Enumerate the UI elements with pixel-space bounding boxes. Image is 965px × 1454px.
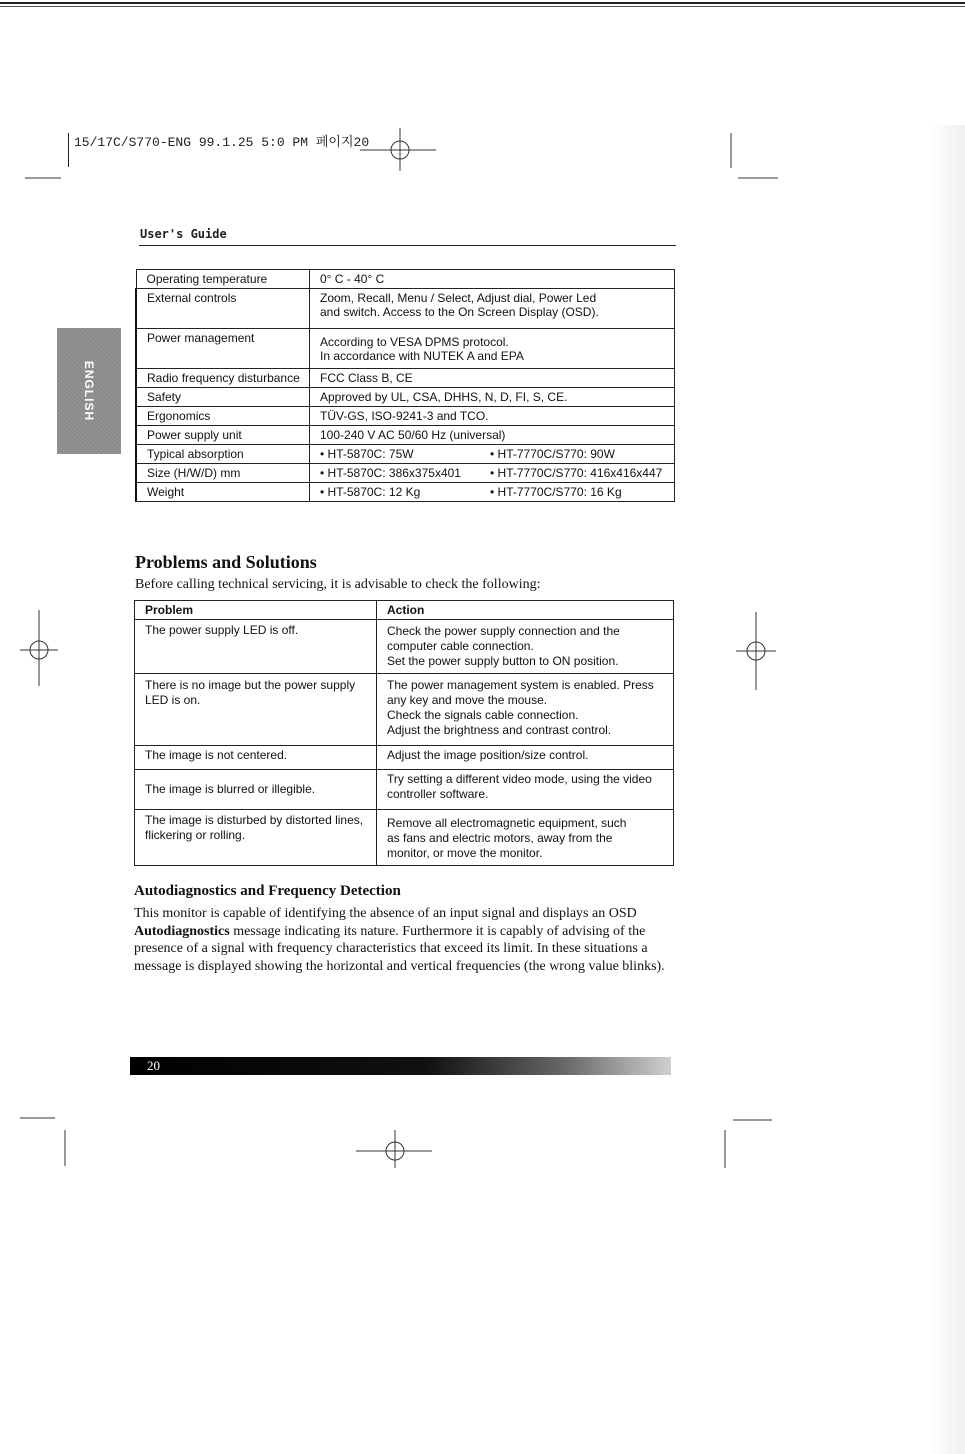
spec-value: [310, 483, 675, 502]
autodiagnostics-paragraph: [134, 905, 679, 975]
spec-label: Size (H/W/D) mm: [136, 464, 310, 483]
spec-table: [135, 269, 675, 502]
problem-cell: The power supply LED is off.: [135, 620, 377, 674]
spec-value-model-b: • HT-7770C/S770: 416x416x447: [490, 466, 663, 480]
action-cell: [377, 810, 674, 866]
spec-label: Weight: [136, 483, 310, 502]
running-title: User's Guide: [140, 227, 227, 241]
action-line: Check the signals cable connection.: [387, 708, 579, 722]
spec-value-line: In accordance with NUTEK A and EPA: [320, 349, 524, 363]
header-margin-bar: [68, 133, 69, 167]
action-line: Set the power supply button to ON position.: [387, 654, 619, 668]
spec-value-model-a: • HT-5870C: 386x375x401: [320, 466, 461, 480]
table-row: [135, 770, 674, 810]
table-row: [136, 329, 675, 369]
problem-cell: The image is blurred or illegible.: [135, 770, 377, 810]
spec-value-line: and switch. Access to the On Screen Display (OSD).: [320, 305, 599, 319]
spec-value: [310, 329, 675, 369]
spec-label: Radio frequency disturbance: [136, 369, 310, 388]
page-number: 20: [147, 1058, 160, 1073]
spec-label: Typical absorption: [136, 445, 310, 464]
action-line: any key and move the mouse.: [387, 693, 548, 707]
autodiagnostics-heading: Autodiagnostics and Frequency Detection: [134, 883, 401, 899]
table-row: [136, 388, 675, 407]
spec-label: Safety: [136, 388, 310, 407]
problems-heading: Problems and Solutions: [135, 552, 317, 572]
table-row: [136, 407, 675, 426]
footer-bar: [130, 1057, 671, 1075]
paragraph-text: This monitor is capable of identifying the absence of an input signal and displays an OSD: [134, 906, 637, 921]
action-line: monitor, or move the monitor.: [387, 846, 543, 860]
problems-intro: Before calling technical servicing, it is advisable to check the following:: [135, 577, 541, 592]
problem-cell: The image is disturbed by distorted lines, flickering or rolling.: [135, 810, 377, 866]
title-rule: [139, 245, 676, 246]
action-cell: [377, 746, 674, 770]
action-cell: [377, 620, 674, 674]
column-header-problem: Problem: [135, 601, 377, 620]
action-cell: [377, 674, 674, 746]
spec-value: [310, 464, 675, 483]
spec-value-line: Zoom, Recall, Menu / Select, Adjust dial, Power Led: [320, 291, 597, 305]
table-row: [136, 369, 675, 388]
paragraph-bold-term: Autodiagnostics: [134, 923, 230, 939]
table-row: [136, 464, 675, 483]
table-row: [135, 620, 674, 674]
spec-value-line: According to VESA DPMS protocol.: [320, 335, 509, 349]
table-row: [136, 270, 675, 289]
action-line: computer cable connection.: [387, 639, 534, 653]
table-row: [135, 810, 674, 866]
action-line: The power management system is enabled. Press: [387, 678, 654, 692]
spec-value: [310, 289, 675, 329]
problems-table: [134, 600, 674, 866]
action-line: Remove all electromagnetic equipment, such: [387, 816, 627, 830]
column-header-action: Action: [377, 601, 674, 620]
problem-cell: There is no image but the power supply LED is on.: [135, 674, 377, 746]
print-file-info: 15/17C/S770-ENG 99.1.25 5:0 PM 페이지20: [74, 135, 370, 150]
spec-value: Approved by UL, CSA, DHHS, N, D, FI, S, CE.: [310, 388, 675, 407]
table-row: [136, 445, 675, 464]
spec-value-model-b: • HT-7770C/S770: 90W: [490, 447, 615, 461]
action-line: Check the power supply connection and the: [387, 624, 620, 638]
spec-value-model-a: • HT-5870C: 12 Kg: [320, 485, 421, 499]
action-line: Try setting a different video mode, using the video: [387, 772, 652, 786]
table-row: [135, 746, 674, 770]
table-row: [136, 426, 675, 445]
table-row: [135, 674, 674, 746]
spec-value: 0° C - 40° C: [310, 270, 675, 289]
problem-cell: The image is not centered.: [135, 746, 377, 770]
action-line: Adjust the image position/size control.: [387, 748, 589, 762]
spec-label: Power supply unit: [136, 426, 310, 445]
spec-label: External controls: [136, 289, 310, 329]
spec-value: FCC Class B, CE: [310, 369, 675, 388]
table-row: [136, 483, 675, 502]
spec-value: 100-240 V AC 50/60 Hz (universal): [310, 426, 675, 445]
language-tab-label: ENGLISH: [82, 360, 96, 422]
action-cell: [377, 770, 674, 810]
action-line: controller software.: [387, 787, 489, 801]
spec-label: Operating temperature: [136, 270, 310, 289]
spec-value-model-b: • HT-7770C/S770: 16 Kg: [490, 485, 622, 499]
spec-value: TÜV-GS, ISO-9241-3 and TCO.: [310, 407, 675, 426]
table-header-row: [135, 601, 674, 620]
paragraph-text: message indicating its nature. Furthermore it is capably of advising of the presence of a signal with frequency characteristics that exceed its limit. In these situations a message is displayed showing the horizontal and vertical frequencies (the wrong value blinks).: [134, 923, 665, 974]
spec-label: Power management: [136, 329, 310, 369]
table-row: [136, 289, 675, 329]
spec-value: [310, 445, 675, 464]
spec-value-model-a: • HT-5870C: 75W: [320, 447, 414, 461]
spec-label: Ergonomics: [136, 407, 310, 426]
action-line: as fans and electric motors, away from the: [387, 831, 613, 845]
action-line: Adjust the brightness and contrast control.: [387, 723, 612, 737]
